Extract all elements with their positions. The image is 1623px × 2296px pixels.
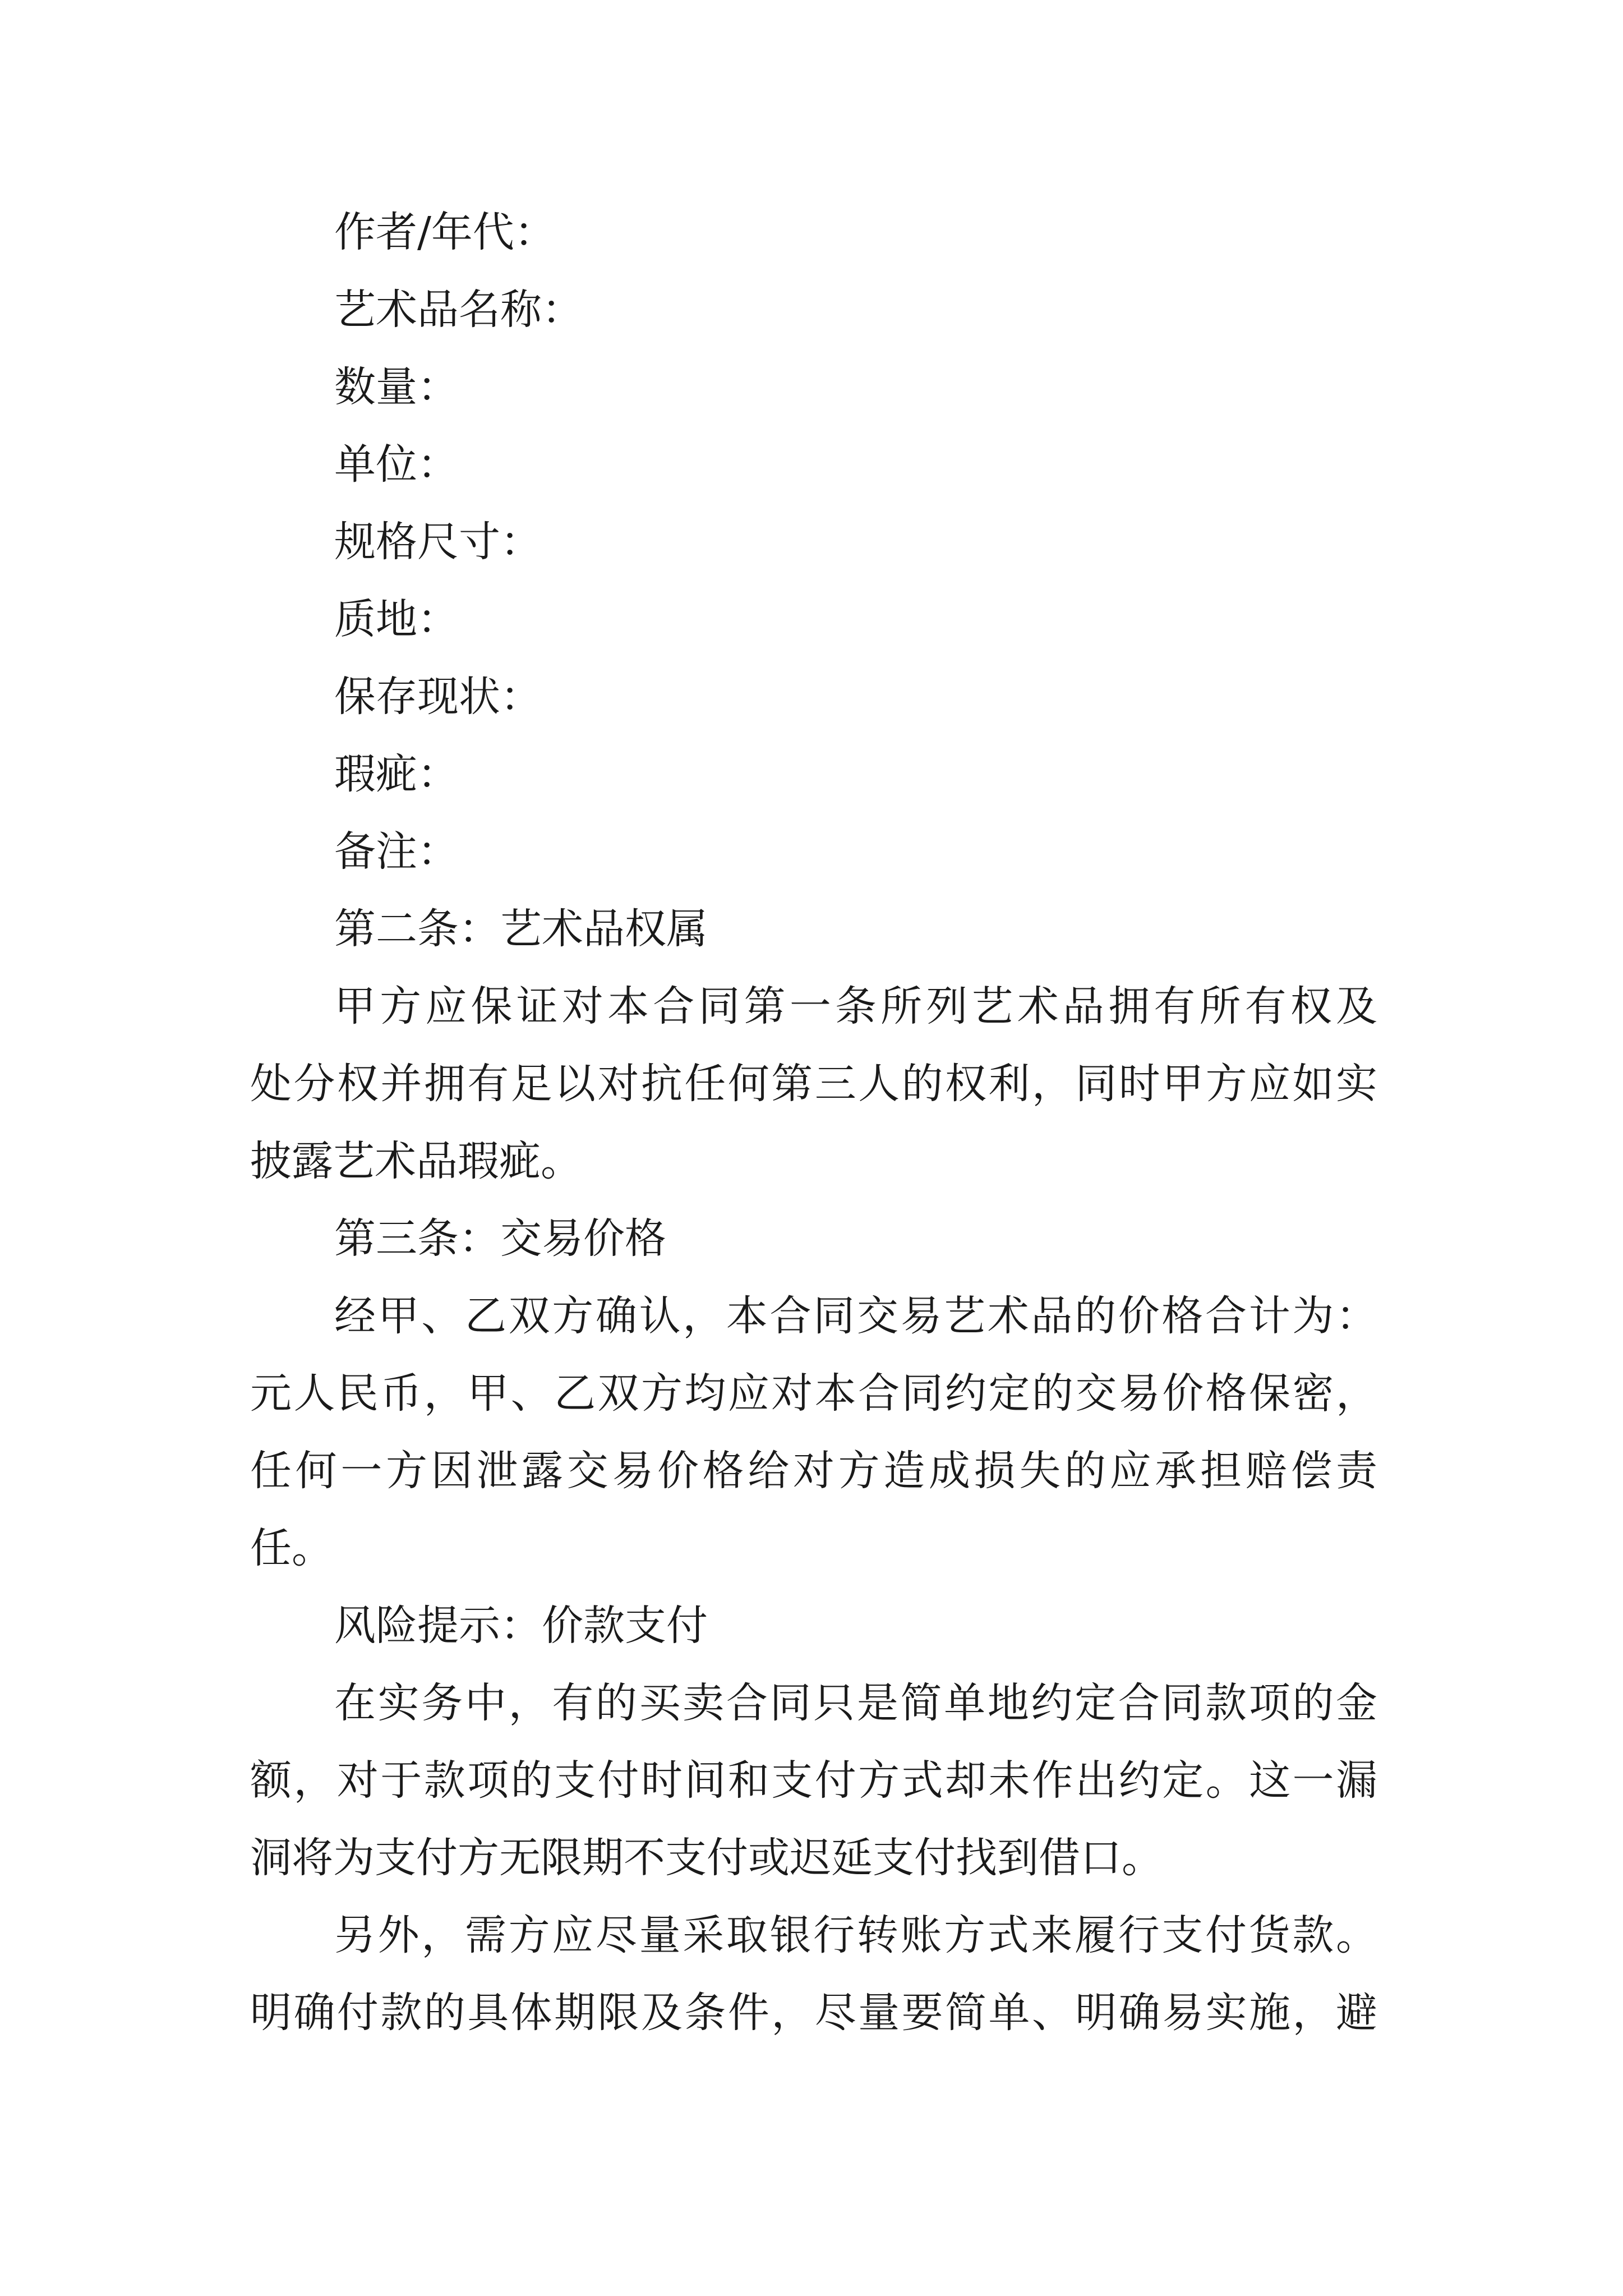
risk-line: 洞将为支付方无限期不支付或迟延支付找到借口。 bbox=[250, 1834, 1163, 1882]
section-2-line: 处分权并拥有足以对抗任何第三人的权利，同时甲方应如实 bbox=[250, 1060, 1377, 1108]
document-body bbox=[250, 194, 1377, 2051]
field-unit: 单位： bbox=[334, 440, 459, 489]
field-condition: 保存现状： bbox=[334, 673, 542, 721]
field-author-era: 作者/年代： bbox=[334, 208, 556, 256]
risk-line: 额，对于款项的支付时间和支付方式却未作出约定。这一漏 bbox=[250, 1756, 1377, 1805]
field-remarks: 备注： bbox=[334, 827, 459, 876]
section-3-line: 任何一方因泄露交易价格给对方造成损失的应承担赔偿责 bbox=[250, 1447, 1377, 1495]
field-artwork-name: 艺术品名称： bbox=[334, 286, 583, 334]
section-2-line: 披露艺术品瑕疵。 bbox=[250, 1137, 582, 1185]
field-dimensions: 规格尺寸： bbox=[334, 518, 542, 566]
field-quantity: 数量： bbox=[334, 363, 459, 411]
section-2-line: 甲方应保证对本合同第一条所列艺术品拥有所有权及 bbox=[334, 982, 1377, 1030]
section-3-heading: 第三条：交易价格 bbox=[334, 1214, 666, 1263]
section-3-line: 元人民币，甲、乙双方均应对本合同约定的交易价格保密， bbox=[250, 1369, 1377, 1418]
risk-heading: 风险提示：价款支付 bbox=[334, 1602, 708, 1650]
other-line: 另外，需方应尽量采取银行转账方式来履行支付货款。 bbox=[334, 1911, 1377, 1959]
section-3-line: 任。 bbox=[250, 1524, 333, 1572]
risk-line: 在实务中，有的买卖合同只是简单地约定合同款项的金 bbox=[334, 1679, 1377, 1727]
field-defects: 瑕疵： bbox=[334, 750, 459, 798]
field-material: 质地： bbox=[334, 595, 459, 643]
section-3-line: 经甲、乙双方确认，本合同交易艺术品的价格合计为： bbox=[334, 1292, 1377, 1340]
section-2-heading: 第二条：艺术品权属 bbox=[334, 905, 708, 953]
other-line: 明确付款的具体期限及条件，尽量要简单、明确易实施，避 bbox=[250, 1989, 1377, 2037]
